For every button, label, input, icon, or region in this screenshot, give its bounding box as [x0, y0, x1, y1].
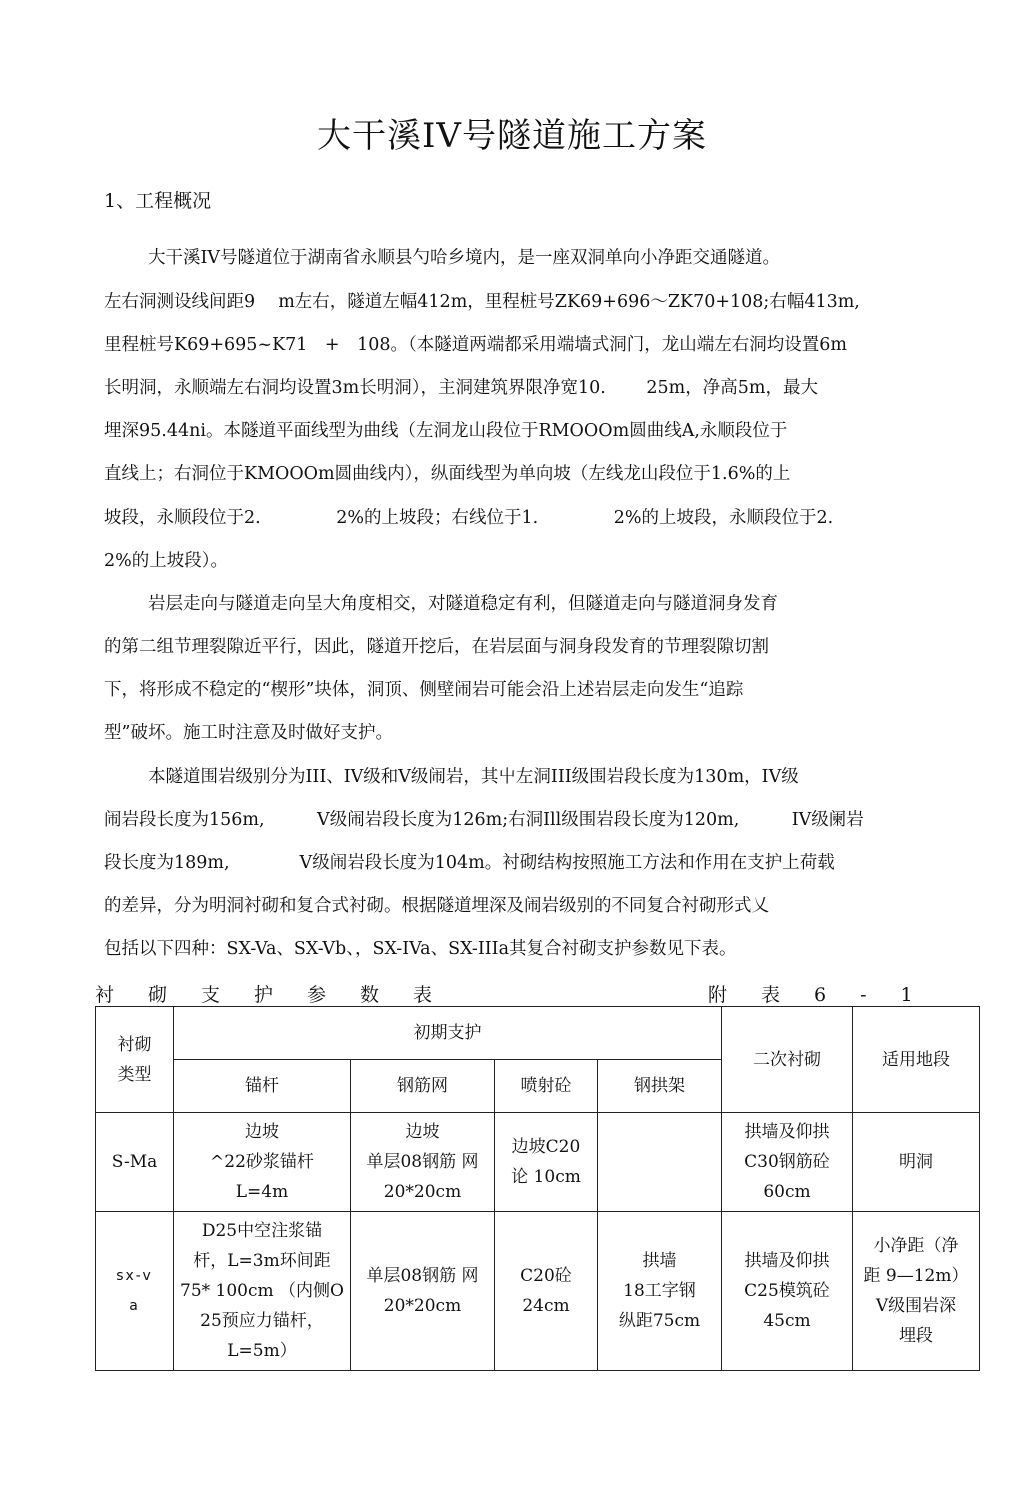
page-title: 大干溪IV号隧道施工方案 [317, 116, 707, 156]
cell-shotcrete: C20砼 24cm [495, 1212, 598, 1371]
table-header-row [96, 1007, 980, 1060]
section-heading: 1、工程概况 [104, 190, 212, 212]
cell-secondary-lining: 拱墙及仰拱 C25模筑砼 45cm [722, 1212, 853, 1371]
header-mesh: 钢筋网 [351, 1060, 495, 1113]
paragraph-line: 包括以下四种：SX-Va、SX-Vb、，SX-IVa、SX-IIIa其复合衬砌支护参数见下表。 [104, 939, 737, 959]
header-secondary-lining: 二次衬砌 [722, 1007, 853, 1113]
cell-type: sx-v a [96, 1212, 174, 1371]
cell-secondary-lining: 拱墙及仰拱 C30钢筋砼 60cm [722, 1113, 853, 1212]
paragraph-line: 埋深95.44ni。本隧道平面线型为曲线（左洞龙山段位于RMOOOm圆曲线A,永顺段位于 [104, 421, 788, 441]
paragraph-line: 的第二组节理裂隙近平行，因此，隧道开挖后，在岩层面与洞身段发育的节理裂隙切割 [104, 637, 769, 657]
header-bolt: 锚杆 [174, 1060, 351, 1113]
paragraph-line: 岩层走向与隧道走向呈大角度相交，对隧道稳定有利，但隧道走向与隧道洞身发育 [148, 594, 778, 614]
paragraph-line: 闹岩段长度为156m, V级闹岩段长度为126m;右洞Ill级围岩段长度为120m, IV级阑岩 [104, 810, 864, 830]
paragraph-line: 左右洞测设线间距9 m左右，隧道左幅412m，里程桩号ZK69+696～ZK70+108;右幅413m, [104, 292, 860, 312]
table-row [96, 1212, 980, 1371]
paragraph-line: 直线上；右洞位于KMOOOm圆曲线内），纵面线型为单向坡（左线龙山段位于1.6%的上 [104, 464, 791, 484]
cell-mesh: 边坡 单层08钢筋 网 20*20cm [351, 1113, 495, 1212]
lining-support-table [95, 1006, 980, 1371]
paragraph-line: 2%的上坡段）。 [104, 551, 229, 571]
paragraph-line: 大干溪IV号隧道位于湖南省永顺县勺哈乡境内，是一座双洞单向小净距交通隧道。 [148, 248, 781, 268]
paragraph-line: 里程桩号K69+695~K71 + 108。（本隧道两端都采用端墙式洞门，龙山端左右洞均设置6m [104, 335, 847, 355]
cell-steel-arch [598, 1113, 722, 1212]
paragraph-line: 型”破坏。施工时注意及时做好支护。 [104, 723, 393, 743]
table-caption: 衬砌支护参数表 [95, 984, 467, 1006]
cell-applicable-section: 明洞 [853, 1113, 980, 1212]
cell-steel-arch: 拱墙 18工字钢 纵距75cm [598, 1212, 722, 1371]
cell-bolt: D25中空注浆锚 杆，L=3m环间距 75* 100cm （内侧O 25预应力锚杆， L=5m） [174, 1212, 351, 1371]
cell-type: S-Ma [96, 1113, 174, 1212]
cell-bolt: 边坡 ^22砂浆锚杆 L=4m [174, 1113, 351, 1212]
paragraph-line: 本隧道围岩级别分为III、IV级和V级闹岩，其屮左洞III级围岩段长度为130m，IV级 [148, 767, 799, 787]
paragraph-line: 的差异，分为明洞衬砌和复合式衬砌。根据隧道埋深及闹岩级别的不同复合衬砌形式乂 [104, 896, 769, 916]
cell-applicable-section: 小净距（净 距 9—12m） V级围岩深 埋段 [853, 1212, 980, 1371]
header-initial-support: 初期支护 [174, 1007, 722, 1060]
table-number: 附表6-1 [708, 984, 947, 1006]
header-shotcrete: 喷射砼 [495, 1060, 598, 1113]
paragraph-line: 下，将形成不稳定的“楔形”块体，洞顶、侧壁闹岩可能会沿上述岩层走向发生“追踪 [104, 680, 744, 700]
header-lining-type: 衬砌 类型 [96, 1007, 174, 1113]
cell-shotcrete: 边坡C20 论 10cm [495, 1113, 598, 1212]
paragraph-line: 坡段，永顺段位于2. 2%的上坡段；右线位于1. 2%的上坡段，永顺段位于2. [104, 508, 834, 528]
paragraph-line: 段长度为189m, V级闹岩段长度为104m。衬砌结构按照施工方法和作用在支护上荷载 [104, 853, 835, 873]
paragraph-line: 长明洞，永顺端左右洞均设置3m长明洞），主洞建筑界限净宽10. 25m，净高5m，最大 [104, 378, 818, 398]
header-steel-arch: 钢拱架 [598, 1060, 722, 1113]
cell-mesh: 单层08钢筋 网 20*20cm [351, 1212, 495, 1371]
table-row [96, 1113, 980, 1212]
header-applicable-section: 适用地段 [853, 1007, 980, 1113]
